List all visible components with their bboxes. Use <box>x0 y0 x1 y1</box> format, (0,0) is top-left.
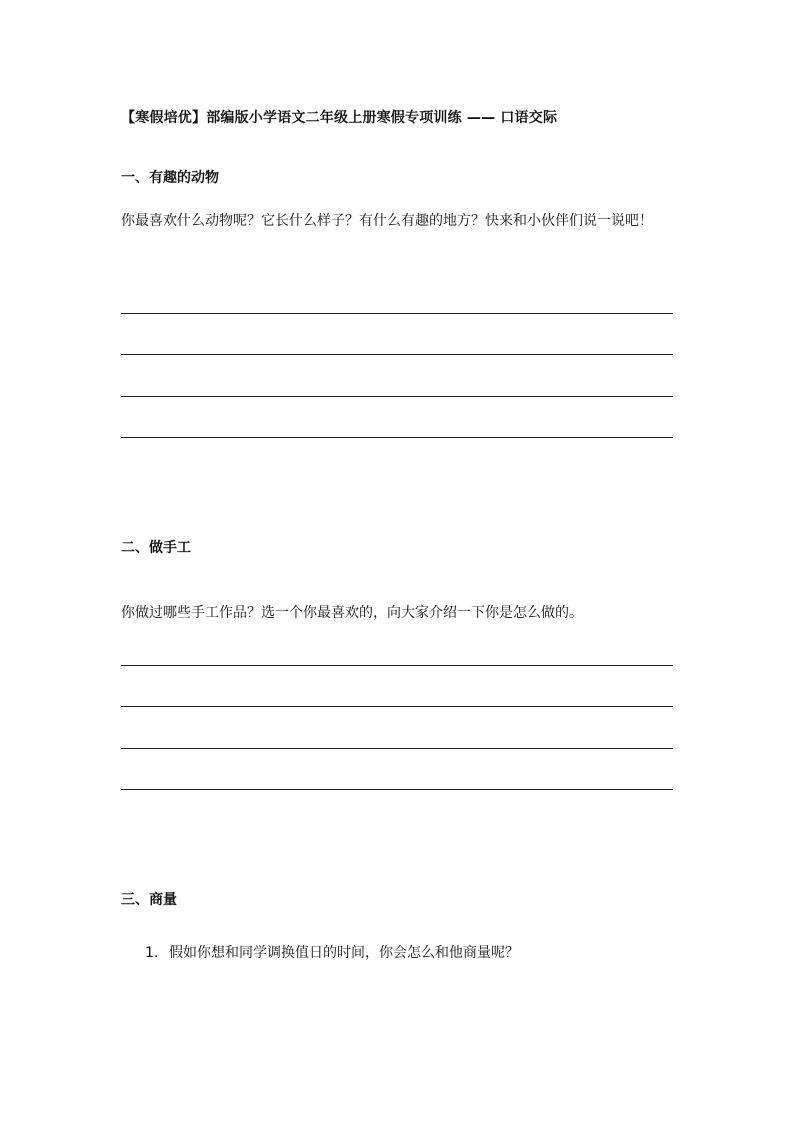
answer-line <box>121 354 673 355</box>
answer-line <box>121 789 673 790</box>
question-number: 1. <box>145 945 159 961</box>
section-1-prompt: 你最喜欢什么动物呢？它长什么样子？有什么有趣的地方？快来和小伙伴们说一说吧！ <box>121 213 653 229</box>
question-text: 假如你想和同学调换值日的时间，你会怎么和他商量呢？ <box>169 945 519 961</box>
answer-line <box>121 706 673 707</box>
answer-line <box>121 748 673 749</box>
section-2-heading: 二、做手工 <box>121 540 191 556</box>
answer-line <box>121 437 673 438</box>
document-title: 【寒假培优】部编版小学语文二年级上册寒假专项训练 —— 口语交际 <box>121 110 558 126</box>
section-3-heading: 三、商量 <box>121 892 177 908</box>
question-item <box>145 942 519 962</box>
answer-line <box>121 396 673 397</box>
section-1-heading: 一、有趣的动物 <box>121 170 219 186</box>
answer-line <box>121 665 673 666</box>
section-2-prompt: 你做过哪些手工作品？选一个你最喜欢的，向大家介绍一下你是怎么做的。 <box>121 605 583 621</box>
answer-line <box>121 313 673 314</box>
